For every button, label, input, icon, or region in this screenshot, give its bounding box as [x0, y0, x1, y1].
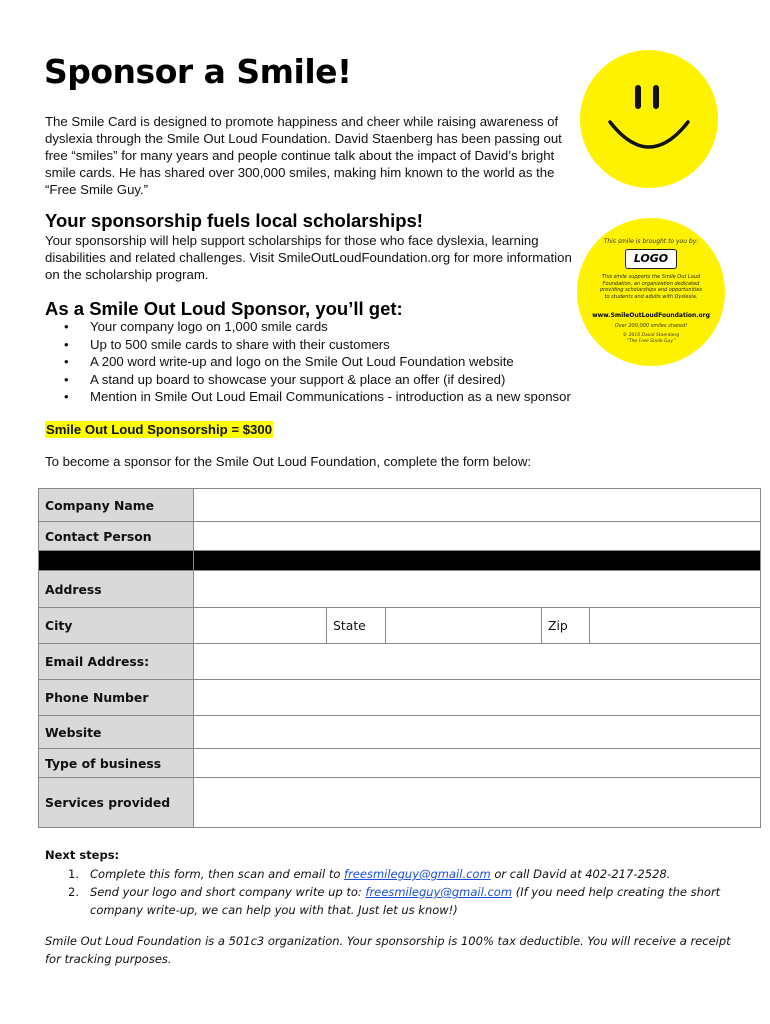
card-shared-count: Over 200,000 smiles shared!: [614, 323, 688, 329]
blacked-out-label: [39, 551, 194, 570]
page-title: Sponsor a Smile!: [44, 52, 352, 91]
website-label: Website: [39, 716, 194, 748]
step1-text-post: or call David at 402-217-2528.: [490, 867, 671, 881]
email-link[interactable]: freesmileguy@gmail.com: [365, 885, 513, 899]
next-steps: [45, 848, 725, 919]
step2-text-post: (If you need help creating the short company write-up, we can help you with that. Just let us know!): [90, 885, 721, 917]
row-phone: [39, 680, 760, 716]
state-field[interactable]: [386, 608, 541, 643]
footer-note: Smile Out Loud Foundation is a 501c3 organization. Your sponsorship is 100% tax deductible. You will receive a receipt for tracking purposes.: [45, 934, 731, 966]
list-item: • Mention in Smile Out Loud Email Communications - introduction as a new sponsor: [62, 388, 571, 406]
row-company-name: [39, 489, 760, 522]
zip-label: Zip: [541, 608, 590, 643]
intro-paragraph: The Smile Card is designed to promote happiness and cheer while raising awareness of dyslexia through the Smile Out Loud Foundation. David Staenberg has been passing out free “smiles” for many years and people continue talk about the impact of David’s bright smile cards. He has shared over 300,000 smiles, making him known to the world as the “Free Smile Guy.”: [45, 114, 562, 197]
zip-field[interactable]: [590, 608, 760, 643]
benefits-heading: As a Smile Out Loud Sponsor, you’ll get:: [45, 298, 403, 319]
type-of-business-field[interactable]: [194, 749, 760, 777]
row-address: [39, 571, 760, 608]
row-website: [39, 716, 760, 749]
row-services: [39, 778, 760, 827]
contact-person-field[interactable]: [194, 522, 760, 550]
address-label: Address: [39, 571, 194, 607]
row-city-state-zip: [39, 608, 760, 644]
smiley-face-image: [580, 50, 718, 188]
list-item: • A stand up board to showcase your support & place an offer (if desired): [62, 371, 571, 389]
next-steps-heading: Next steps:: [45, 848, 120, 862]
benefits-list: [62, 318, 571, 406]
smile-card-image: [577, 218, 725, 366]
card-support-text: This smile supports the Smile Out Loud Foundation, an organization dedicated providing scholarships and opportunities to students and adults with Dyslexia.: [600, 274, 702, 300]
card-copyright: © 2016 David Staenberg: [622, 333, 680, 338]
card-top-text: This smile is brought to you by:: [603, 238, 699, 245]
email-label: Email Address:: [39, 644, 194, 679]
contact-person-label: Contact Person: [39, 522, 194, 550]
step2-text: Send your logo and short company write up to:: [90, 885, 366, 899]
card-guy: “The Free Smile Guy”: [626, 338, 676, 344]
card-logo-placeholder: LOGO: [625, 249, 677, 269]
step-number: 2.: [68, 885, 79, 899]
company-name-label: Company Name: [39, 489, 194, 521]
email-link[interactable]: freesmileguy@gmail.com: [344, 867, 491, 881]
phone-field[interactable]: [194, 680, 760, 715]
list-item: • Your company logo on 1,000 smile cards: [62, 318, 571, 336]
card-credit: [577, 333, 725, 344]
city-field[interactable]: [194, 608, 326, 643]
row-type-of-business: [39, 749, 760, 778]
list-item: • Up to 500 smile cards to share with their customers: [62, 336, 571, 354]
city-label: City: [39, 608, 194, 643]
scholarship-heading: Your sponsorship fuels local scholarships!: [45, 210, 423, 231]
step1-text: Complete this form, then scan and email to: [90, 867, 345, 881]
phone-label: Phone Number: [39, 680, 194, 715]
form-intro: To become a sponsor for the Smile Out Loud Foundation, complete the form below:: [45, 454, 532, 469]
email-field[interactable]: [194, 644, 760, 679]
website-field[interactable]: [194, 716, 760, 748]
row-blacked-out: [39, 551, 760, 571]
sponsor-form: [38, 488, 761, 828]
next-steps-list: [45, 865, 725, 919]
company-name-field[interactable]: [194, 489, 760, 521]
sponsorship-price: Smile Out Loud Sponsorship = $300: [46, 422, 273, 437]
services-field[interactable]: [194, 778, 760, 827]
state-label: State: [326, 608, 386, 643]
step-number: 1.: [68, 867, 79, 881]
type-of-business-label: Type of business: [39, 749, 194, 777]
smiley-mouth: [580, 50, 718, 188]
card-website: www.SmileOutLoudFoundation.org: [592, 312, 710, 319]
address-field[interactable]: [194, 571, 760, 607]
scholarship-paragraph: Your sponsorship will help support scholarships for those who face dyslexia, learning disabilities and related challenges. Visit SmileOutLoudFoundation.org for more information on the scholarship program.: [45, 233, 572, 282]
list-item: • A 200 word write-up and logo on the Smile Out Loud Foundation website: [62, 353, 571, 371]
row-email: [39, 644, 760, 680]
list-item: [45, 883, 725, 919]
list-item: [45, 865, 725, 883]
row-contact-person: [39, 522, 760, 551]
services-label: Services provided: [39, 778, 194, 827]
blacked-out-field: [194, 551, 760, 570]
